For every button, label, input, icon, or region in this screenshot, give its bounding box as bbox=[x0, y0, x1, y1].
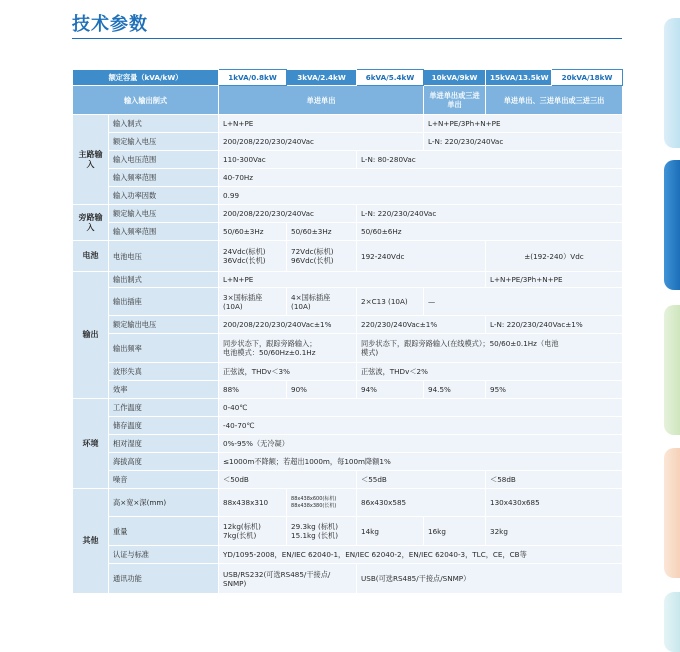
cell: 正弦波，THDv＜2% bbox=[357, 363, 623, 381]
table-row bbox=[73, 115, 623, 133]
cell: 200/208/220/230/240Vac bbox=[219, 133, 424, 151]
table-row bbox=[73, 272, 623, 288]
row-label: 输入频率范围 bbox=[109, 223, 219, 241]
cell: L+N+PE bbox=[219, 115, 424, 133]
row-label: 电池电压 bbox=[109, 241, 219, 272]
cell bbox=[287, 241, 357, 272]
cell-line: 同步状态下，跟踪旁路输入(在线模式）；50/60±0.1Hz（电池 bbox=[361, 339, 559, 348]
cell bbox=[219, 334, 357, 363]
table-row bbox=[73, 169, 623, 187]
model-4: 10kVA/9kW bbox=[424, 70, 486, 86]
cell: 88x438x310 bbox=[219, 489, 287, 517]
model-2: 3kVA/2.4kW bbox=[287, 70, 357, 86]
cell: -40-70℃ bbox=[219, 417, 623, 435]
cell: 94.5% bbox=[424, 381, 486, 399]
cell-line: 12kg(标机) bbox=[223, 522, 261, 531]
cell-line: SNMP) bbox=[223, 578, 247, 588]
cell: 90% bbox=[287, 381, 357, 399]
row-label: 输入制式 bbox=[109, 115, 219, 133]
cell: 2×C13 (10A) bbox=[357, 288, 424, 316]
table-row bbox=[73, 453, 623, 471]
cell: 14kg bbox=[357, 517, 424, 546]
table-row bbox=[73, 151, 623, 169]
row-label: 输入频率范围 bbox=[109, 169, 219, 187]
cell-line: 4×国标插座 bbox=[291, 292, 331, 302]
group-other: 其他 bbox=[73, 489, 109, 594]
cell bbox=[287, 288, 357, 316]
model-1: 1kVA/0.8kW bbox=[219, 70, 287, 86]
group-output: 输出 bbox=[73, 272, 109, 399]
row-label: 输出制式 bbox=[109, 272, 219, 288]
table-row bbox=[73, 564, 623, 594]
group-environment: 环境 bbox=[73, 399, 109, 489]
cell: 16kg bbox=[424, 517, 486, 546]
side-tab-3[interactable] bbox=[664, 305, 680, 435]
cell: 32kg bbox=[486, 517, 623, 546]
row-label: 效率 bbox=[109, 381, 219, 399]
table-row bbox=[73, 316, 623, 334]
cell-line: 电池模式：50/60Hz±0.1Hz bbox=[223, 348, 316, 357]
row-label: 输出插座 bbox=[109, 288, 219, 316]
cell: YD/1095-2008，EN/IEC 62040-1，EN/IEC 62040-2，EN/IEC 62040-3，TLC，CE，CB等 bbox=[219, 546, 623, 564]
cell: 94% bbox=[357, 381, 424, 399]
group-bypass-input: 旁路输入 bbox=[73, 205, 109, 241]
cell-line: 7kg(长机) bbox=[223, 531, 257, 540]
table-header-row bbox=[73, 70, 623, 86]
row-label: 额定输出电压 bbox=[109, 316, 219, 334]
table-row bbox=[73, 399, 623, 417]
row-label: 重量 bbox=[109, 517, 219, 546]
table-row bbox=[73, 363, 623, 381]
table-subheader-row bbox=[73, 86, 623, 115]
row-label: 高×宽×深(mm) bbox=[109, 489, 219, 517]
row-label: 额定输入电压 bbox=[109, 133, 219, 151]
cell: 110-300Vac bbox=[219, 151, 357, 169]
cell-line: (10A) bbox=[291, 301, 311, 311]
table-row bbox=[73, 417, 623, 435]
model-5: 15kVA/13.5kW bbox=[486, 70, 552, 86]
cell bbox=[219, 517, 287, 546]
row-label: 认证与标准 bbox=[109, 546, 219, 564]
cell: 40-70Hz bbox=[219, 169, 623, 187]
row-label: 输出频率 bbox=[109, 334, 219, 363]
cell-line: 36Vdc(长机) bbox=[223, 256, 266, 265]
cell: 220/230/240Vac±1% bbox=[357, 316, 486, 334]
cell: 200/208/220/230/240Vac bbox=[219, 205, 357, 223]
cell: ±(192-240）Vdc bbox=[486, 241, 623, 272]
cell-line: 96Vdc(长机) bbox=[291, 256, 334, 265]
cell-line: 24Vdc(标机) bbox=[223, 247, 266, 256]
cell-line: (10A) bbox=[223, 301, 243, 311]
cell-line: 15.1kg (长机) bbox=[291, 531, 339, 540]
row-label: 通讯功能 bbox=[109, 564, 219, 594]
row-label: 噪音 bbox=[109, 471, 219, 489]
row-label: 额定输入电压 bbox=[109, 205, 219, 223]
side-tab-5[interactable] bbox=[664, 592, 680, 652]
table-row bbox=[73, 241, 623, 272]
table-row bbox=[73, 187, 623, 205]
cell: L+N+PE bbox=[219, 272, 486, 288]
io-single: 单进单出 bbox=[219, 86, 424, 115]
row-label: 相对湿度 bbox=[109, 435, 219, 453]
cell-line: 同步状态下，跟踪旁路输入； bbox=[223, 339, 317, 348]
capacity-header: 额定容量（kVA/kW） bbox=[73, 70, 219, 86]
cell bbox=[219, 241, 287, 272]
cell: 50/60±6Hz bbox=[357, 223, 623, 241]
cell: 50/60±3Hz bbox=[287, 223, 357, 241]
cell: USB(可选RS485/干接点/SNMP） bbox=[357, 564, 623, 594]
cell: L+N+PE/3Ph+N+PE bbox=[486, 272, 623, 288]
table-row bbox=[73, 517, 623, 546]
cell-line: 29.3kg (标机) bbox=[291, 522, 339, 531]
cell: ＜50dB bbox=[219, 471, 357, 489]
table-row bbox=[73, 288, 623, 316]
row-label: 海拔高度 bbox=[109, 453, 219, 471]
side-tab-4[interactable] bbox=[664, 448, 680, 578]
row-label: 输入电压范围 bbox=[109, 151, 219, 169]
cell: L-N: 220/230/240Vac bbox=[424, 133, 623, 151]
cell: ＜58dB bbox=[486, 471, 623, 489]
io-three: 单进单出、三进单出或三进三出 bbox=[486, 86, 623, 115]
cell-line: 72Vdc(标机) bbox=[291, 247, 334, 256]
cell bbox=[287, 517, 357, 546]
table-row bbox=[73, 471, 623, 489]
model-6: 20kVA/18kW bbox=[552, 70, 623, 86]
table-row bbox=[73, 205, 623, 223]
cell: 正弦波，THDv＜3% bbox=[219, 363, 357, 381]
cell: 0.99 bbox=[219, 187, 623, 205]
table-row bbox=[73, 435, 623, 453]
cell-line: 88x438x600(标机) bbox=[291, 496, 337, 502]
cell-line: USB/RS232(可选RS485/干接点/ bbox=[223, 569, 331, 579]
group-main-input: 主路输入 bbox=[73, 115, 109, 205]
cell-line: 3×国标插座 bbox=[223, 292, 263, 302]
cell bbox=[219, 288, 287, 316]
cell: 200/208/220/230/240Vac±1% bbox=[219, 316, 357, 334]
title-divider bbox=[72, 38, 622, 39]
page-title: 技术参数 bbox=[72, 14, 148, 35]
cell: 50/60±3Hz bbox=[219, 223, 287, 241]
cell: 86x430x585 bbox=[357, 489, 486, 517]
cell bbox=[219, 564, 357, 594]
io-system-header: 输入输出制式 bbox=[73, 86, 219, 115]
cell: ≤1000m不降额；若超出1000m，每100m降额1% bbox=[219, 453, 623, 471]
model-3: 6kVA/5.4kW bbox=[357, 70, 424, 86]
spec-table bbox=[72, 69, 623, 594]
cell: ＜55dB bbox=[357, 471, 486, 489]
cell: 88% bbox=[219, 381, 287, 399]
cell: 192-240Vdc bbox=[357, 241, 486, 272]
cell: L-N: 220/230/240Vac bbox=[357, 205, 623, 223]
cell: L-N: 80-280Vac bbox=[357, 151, 623, 169]
row-label: 波形失真 bbox=[109, 363, 219, 381]
cell: L+N+PE/3Ph+N+PE bbox=[424, 115, 623, 133]
row-label: 储存温度 bbox=[109, 417, 219, 435]
table-row bbox=[73, 334, 623, 363]
cell: — bbox=[424, 288, 623, 316]
cell: 95% bbox=[486, 381, 623, 399]
cell-line: 模式) bbox=[361, 348, 379, 357]
side-tab-1[interactable] bbox=[664, 18, 680, 148]
io-mixed: 单进单出或三进单出 bbox=[424, 86, 486, 115]
side-tab-2[interactable] bbox=[664, 160, 680, 290]
cell-line: 88x438x380(长机) bbox=[291, 502, 337, 509]
cell bbox=[287, 489, 357, 517]
table-row bbox=[73, 381, 623, 399]
cell: 0%-95%（无冷凝） bbox=[219, 435, 623, 453]
cell: L-N: 220/230/240Vac±1% bbox=[486, 316, 623, 334]
table-row bbox=[73, 223, 623, 241]
table-row bbox=[73, 133, 623, 151]
cell: 130x430x685 bbox=[486, 489, 623, 517]
cell bbox=[357, 334, 623, 363]
group-battery: 电池 bbox=[73, 241, 109, 272]
table-row bbox=[73, 546, 623, 564]
row-label: 输入功率因数 bbox=[109, 187, 219, 205]
cell: 0-40℃ bbox=[219, 399, 623, 417]
table-row bbox=[73, 489, 623, 517]
row-label: 工作温度 bbox=[109, 399, 219, 417]
